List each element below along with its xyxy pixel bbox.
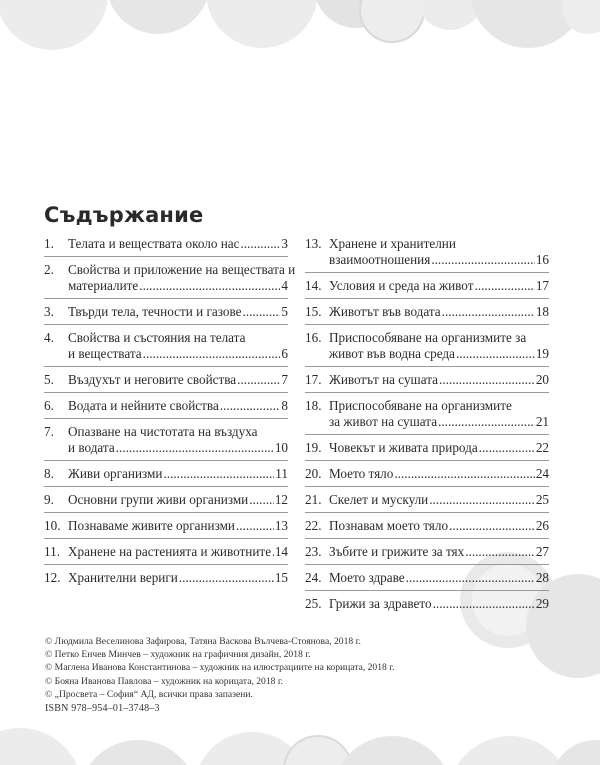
toc-entry-number: 4. — [44, 330, 54, 345]
toc-leader-dots — [163, 466, 274, 482]
toc-entry-title: Животът на сушата — [329, 372, 438, 387]
toc-divider — [305, 538, 549, 539]
toc-entry-number: 7. — [44, 424, 54, 439]
toc-leader-dots — [449, 518, 535, 534]
toc-entry-number: 13. — [305, 236, 322, 251]
toc-leader-dots — [272, 544, 274, 560]
toc-entry-title: Познавам моето тяло — [329, 518, 449, 533]
toc-entry-page: 20 — [535, 372, 549, 387]
toc-entry-title: Основни групи живи организми — [68, 492, 249, 507]
toc-entry[interactable] — [305, 440, 549, 456]
toc-entry[interactable] — [305, 278, 549, 294]
copyright-line: © „Просвета – София“ АД, всички права запазени. — [45, 688, 253, 700]
toc-entry[interactable] — [305, 304, 549, 320]
copyright-line: © Петко Енчев Минчев – художник на графичния дизайн, 2018 г. — [45, 649, 311, 661]
toc-entry-page: 19 — [535, 346, 549, 361]
toc-entry-number: 25. — [305, 596, 322, 611]
toc-entry-number: 2. — [44, 262, 54, 277]
toc-entry-title-line: Приспособяване на организмите — [329, 398, 512, 413]
toc-entry-number: 21. — [305, 492, 322, 507]
toc-entry-title: взаимоотношения — [329, 252, 431, 267]
toc-entry-title: Твърди тела, течности и газове — [68, 304, 242, 319]
toc-leader-dots — [179, 570, 274, 586]
toc-entry[interactable] — [44, 304, 288, 320]
toc-entry[interactable] — [305, 236, 549, 268]
toc-entry-page: 28 — [535, 570, 549, 585]
toc-leader-dots — [249, 492, 274, 508]
toc-divider — [305, 512, 549, 513]
toc-entry-title: материалите — [68, 278, 139, 293]
toc-entry-number: 18. — [305, 398, 322, 413]
toc-entry-number: 15. — [305, 304, 322, 319]
toc-entry-title: Зъбите и грижите за тях — [329, 544, 465, 559]
toc-divider — [305, 298, 549, 299]
toc-entry-title: Хранене на растенията и животните — [68, 544, 272, 559]
toc-entry[interactable] — [44, 518, 288, 534]
toc-entry-page: 17 — [535, 278, 549, 293]
toc-entry-number: 16. — [305, 330, 322, 345]
toc-divider — [305, 460, 549, 461]
toc-leader-dots — [433, 596, 535, 612]
toc-divider — [305, 590, 549, 591]
toc-entry-number: 17. — [305, 372, 322, 387]
toc-leader-dots — [139, 278, 280, 294]
toc-entry[interactable] — [305, 596, 549, 612]
toc-entry[interactable] — [305, 544, 549, 560]
toc-entry-title-line: Хранене и хранителни — [329, 236, 456, 251]
toc-leader-dots — [220, 398, 281, 414]
toc-entry-number: 6. — [44, 398, 54, 413]
toc-entry-number: 12. — [44, 570, 61, 585]
toc-entry-number: 3. — [44, 304, 54, 319]
toc-entry-title-line: Опазване на чистотата на въздуха — [68, 424, 258, 439]
toc-entry-title-line: Свойства и приложение на веществата и — [68, 262, 296, 277]
toc-divider — [44, 392, 288, 393]
toc-divider — [305, 324, 549, 325]
toc-entry-page: 13 — [274, 518, 288, 533]
toc-divider — [305, 392, 549, 393]
toc-leader-dots — [439, 372, 535, 388]
toc-leader-dots — [474, 278, 534, 294]
toc-entry[interactable] — [44, 398, 288, 414]
toc-entry-title: Животът във водата — [329, 304, 441, 319]
toc-entry[interactable] — [44, 236, 288, 252]
toc-entry-number: 11. — [44, 544, 60, 559]
toc-entry[interactable] — [44, 424, 288, 456]
toc-entry-title: Грижи за здравето — [329, 596, 432, 611]
toc-divider — [44, 418, 288, 419]
toc-leader-dots — [456, 346, 535, 362]
toc-entry-page: 18 — [535, 304, 549, 319]
copyright-line: © Маглена Иванова Константинова – художник на илюстрациите на корицата, 2018 г. — [45, 662, 395, 674]
copyright-line: © Бояна Иванова Павлова – художник на корицата, 2018 г. — [45, 675, 284, 687]
toc-entry-title: Моето тяло — [329, 466, 394, 481]
toc-entry-page: 12 — [274, 492, 288, 507]
toc-entry-number: 5. — [44, 372, 54, 387]
copyright-block — [45, 635, 394, 701]
toc-entry[interactable] — [44, 492, 288, 508]
toc-divider — [44, 538, 288, 539]
toc-divider — [44, 486, 288, 487]
toc-entry-title: Човекът и живата природа — [329, 440, 478, 455]
toc-entry[interactable] — [305, 330, 549, 362]
toc-entry-page: 29 — [535, 596, 549, 611]
toc-entry-page: 15 — [274, 570, 288, 585]
toc-entry-page: 26 — [535, 518, 549, 533]
toc-divider — [44, 256, 288, 257]
toc-entry[interactable] — [305, 372, 549, 388]
toc-divider — [305, 366, 549, 367]
toc-entry-page: 4 — [281, 278, 288, 293]
toc-entry[interactable] — [305, 492, 549, 508]
toc-entry-title: живот във водна среда — [329, 346, 455, 361]
toc-entry-title: Въздухът и неговите свойства — [68, 372, 237, 387]
toc-divider — [44, 460, 288, 461]
toc-divider — [44, 324, 288, 325]
toc-leader-dots — [237, 372, 280, 388]
copyright-line: © Людмила Веселинова Зафирова, Татяна Васкова Вълчева-Стоянова, 2018 г. — [45, 636, 361, 647]
toc-entry[interactable] — [305, 466, 549, 482]
toc-entry-page: 11 — [275, 466, 288, 481]
toc-entry-page: 16 — [535, 252, 549, 267]
toc-divider — [44, 366, 288, 367]
toc-leader-dots — [406, 570, 535, 586]
toc-divider — [44, 298, 288, 299]
toc-divider — [305, 486, 549, 487]
toc-entry-number: 19. — [305, 440, 322, 455]
toc-entry-page: 7 — [281, 372, 288, 387]
toc-entry-page: 21 — [535, 414, 549, 429]
toc-entry[interactable] — [44, 466, 288, 482]
toc-entry-number: 1. — [44, 236, 54, 251]
toc-entry-number: 20. — [305, 466, 322, 481]
toc-entry-page: 3 — [281, 236, 288, 251]
toc-entry-page: 8 — [281, 398, 288, 413]
toc-entry[interactable] — [44, 330, 288, 362]
toc-leader-dots — [394, 466, 534, 482]
toc-entry-title: Хранителни вериги — [68, 570, 178, 585]
toc-entry-page: 25 — [535, 492, 549, 507]
toc-leader-dots — [429, 492, 535, 508]
toc-leader-dots — [116, 440, 274, 456]
toc-entry-title: и веществата — [68, 346, 142, 361]
toc-entry[interactable] — [44, 544, 288, 560]
toc-entry[interactable] — [305, 398, 549, 430]
toc-divider — [305, 564, 549, 565]
toc-entry-page: 27 — [535, 544, 549, 559]
toc-leader-dots — [242, 304, 280, 320]
toc-entry-number: 23. — [305, 544, 322, 559]
toc-leader-dots — [442, 304, 535, 320]
toc-divider — [305, 272, 549, 273]
toc-leader-dots — [241, 236, 281, 252]
toc-entry-title: Живи организми — [68, 466, 163, 481]
toc-entry-page: 14 — [274, 544, 288, 559]
toc-entry-page: 6 — [281, 346, 288, 361]
toc-entry-title: Условия и среда на живот — [329, 278, 474, 293]
toc-entry[interactable] — [44, 372, 288, 388]
toc-leader-dots — [143, 346, 281, 362]
toc-entry[interactable] — [305, 570, 549, 586]
toc-entry-title: и водата — [68, 440, 115, 455]
toc-leader-dots — [465, 544, 535, 560]
toc-entry-title: Познаваме живите организми — [68, 518, 235, 533]
toc-divider — [44, 564, 288, 565]
toc-entry[interactable] — [44, 262, 296, 294]
toc-entry-page: 22 — [535, 440, 549, 455]
toc-leader-dots — [431, 252, 535, 268]
toc-entry-title-line: Приспособяване на организмите за — [329, 330, 527, 345]
toc-leader-dots — [479, 440, 535, 456]
toc-entry-page: 10 — [274, 440, 288, 455]
toc-entry-title: Скелет и мускули — [329, 492, 429, 507]
isbn: ISBN 978–954–01–3748–3 — [45, 703, 160, 714]
toc-entry-number: 22. — [305, 518, 322, 533]
toc-entry-number: 14. — [305, 278, 322, 293]
toc-entry-title-line: Свойства и състояния на телата — [68, 330, 246, 345]
toc-entry-page: 5 — [281, 304, 288, 319]
toc-divider — [44, 512, 288, 513]
toc-entry-title: Моето здраве — [329, 570, 405, 585]
toc-entry-title: за живот на сушата — [329, 414, 438, 429]
toc-entry-number: 24. — [305, 570, 322, 585]
toc-entry-page: 24 — [535, 466, 549, 481]
toc-entry-number: 10. — [44, 518, 61, 533]
toc-leader-dots — [236, 518, 274, 534]
toc-entry-number: 9. — [44, 492, 54, 507]
toc-entry-title: Телата и веществата около нас — [68, 236, 240, 251]
page-title: Съдържание — [44, 203, 204, 227]
toc-entry[interactable] — [305, 518, 549, 534]
toc-divider — [305, 434, 549, 435]
toc-entry-title: Водата и нейните свойства — [68, 398, 219, 413]
toc-entry-number: 8. — [44, 466, 54, 481]
toc-leader-dots — [438, 414, 535, 430]
toc-entry[interactable] — [44, 570, 288, 586]
